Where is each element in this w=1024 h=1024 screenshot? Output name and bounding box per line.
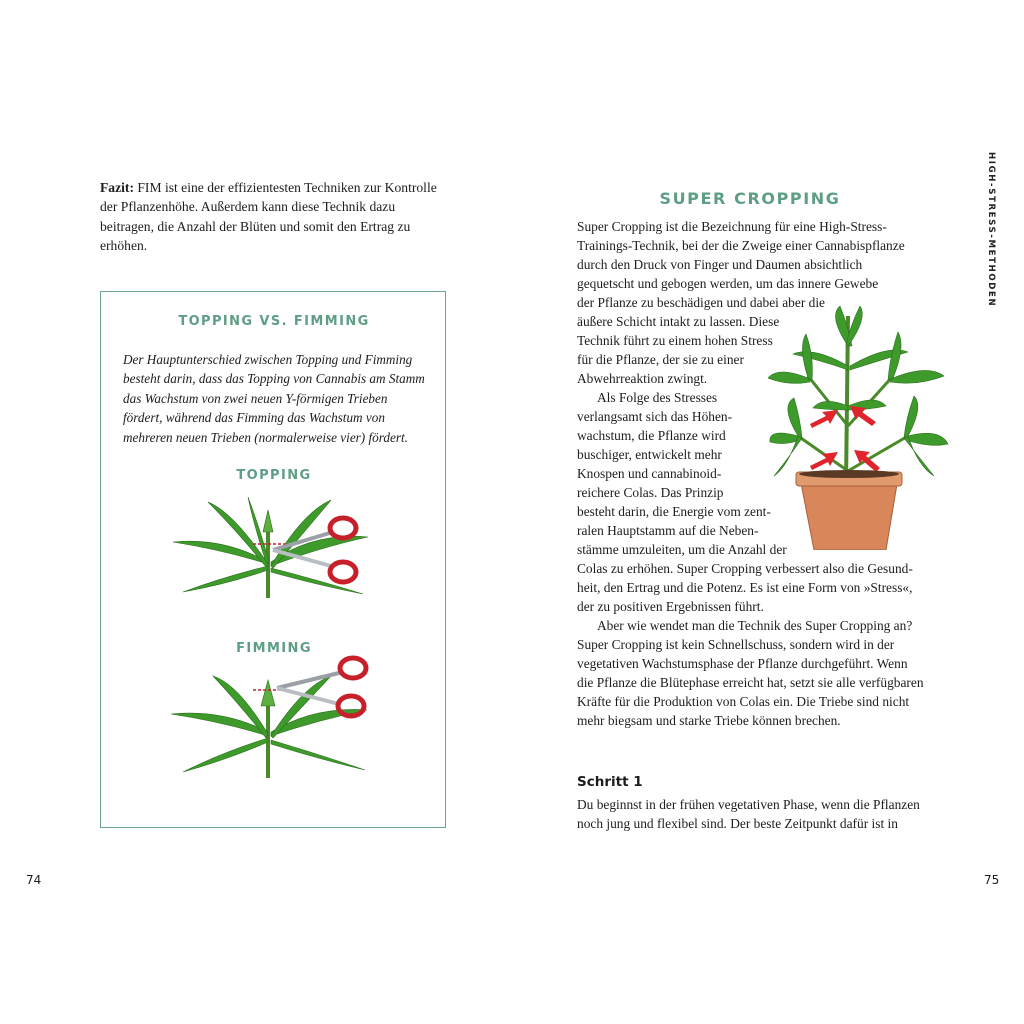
topping-illustration — [153, 492, 383, 598]
body-line: Colas zu erhöhen. Super Cropping verbessert also die Gesund- — [577, 561, 913, 576]
info-box-line: Der Hauptunterschied zwischen Topping und Fimming — [123, 352, 413, 367]
body-line: für die Pflanze, der sie zu einer — [577, 352, 744, 367]
fimming-label: FIMMING — [236, 641, 312, 656]
body-line: verlangsamt sich das Höhen- — [577, 409, 733, 424]
body-line: der zu positiven Ergebnissen führt. — [577, 599, 764, 614]
fazit-line: der Pflanzenhöhe. Außerdem kann diese Technik dazu — [100, 199, 396, 215]
info-box-title: TOPPING VS. FIMMING — [178, 314, 370, 329]
info-box-line: fördert, während das Fimming das Wachstum von — [123, 410, 385, 426]
body-line: besteht darin, die Energie vom zent- — [577, 504, 771, 519]
fazit-line: beitragen, die Anzahl der Blüten und somit den Ertrag zu — [100, 218, 411, 234]
body-line: Trainings-Technik, bei der die Zweige einer Cannabispflanze — [577, 238, 905, 253]
info-box-line: mehreren neuen Trieben (normalerweise vier) fördert. — [123, 429, 408, 445]
info-box-text — [123, 350, 429, 447]
step-title: Schritt 1 — [577, 774, 643, 790]
body-line: Kräfte für die Produktion von Colas ein. Die Triebe sind nicht — [577, 694, 910, 709]
step-line: Du beginnst in der frühen vegetativen Phase, wenn die Pflanzen — [577, 797, 920, 812]
body-line: Knospen und cannabinoid- — [577, 466, 722, 481]
fazit-line: FIM ist eine der effizientesten Techniken zur Kontrolle — [133, 180, 437, 195]
body-line: vegetativen Wachstumsphase der Pflanze durchgeführt. Wenn — [577, 656, 908, 671]
body-line: mehr biegsam und starke Triebe können brechen. — [577, 713, 841, 728]
super-cropping-plant-illustration — [768, 306, 950, 550]
body-line: Super Cropping ist kein Schnellschuss, sondern wird in der — [577, 637, 895, 652]
fazit-line: erhöhen. — [100, 237, 148, 253]
info-box-line: besteht darin, dass das Topping von Cannabis am Stamm — [123, 371, 425, 387]
cannabis-leaf-icon — [171, 676, 367, 778]
body-line: ralen Hauptstamm auf die Neben- — [577, 523, 759, 538]
body-line: stämme umzuleiten, um die Anzahl der — [577, 542, 787, 557]
body-line: Super Cropping ist die Bezeichnung für eine High-Stress- — [577, 219, 887, 234]
body-line: äußere Schicht intakt zu lassen. Diese — [577, 314, 780, 329]
body-line: wachstum, die Pflanze wird — [577, 428, 726, 443]
body-line: gequetscht und gebogen werden, um das innere Gewebe — [577, 276, 879, 291]
section-title: SUPER CROPPING — [659, 189, 841, 208]
flower-pot-icon — [796, 470, 902, 550]
chapter-sidebar — [982, 152, 998, 308]
topping-label: TOPPING — [236, 468, 312, 483]
step-line: noch jung und flexibel sind. Der beste Zeitpunkt dafür ist in — [577, 816, 898, 831]
body-line: reichere Colas. Das Prinzip — [577, 485, 724, 500]
body-line: der Pflanze zu beschädigen und dabei aber die — [577, 295, 825, 310]
page-number-right: 75 — [984, 873, 1000, 887]
info-box-topping-vs-fimming — [100, 291, 446, 828]
fimming-illustration — [153, 654, 383, 778]
body-line: Als Folge des Stresses — [597, 390, 718, 405]
chapter-sidebar-label: HIGH-STRESS-METHODEN — [986, 152, 996, 308]
fazit-paragraph — [100, 178, 450, 255]
body-line: Abwehrreaktion zwingt. — [577, 371, 708, 386]
body-line: Technik führt zu einem hohen Stress — [577, 333, 773, 348]
body-line: die Pflanze die Blütephase erreicht hat, setzt sie alle verfügbaren — [577, 675, 924, 690]
body-line: buschiger, entwickelt mehr — [577, 447, 722, 462]
body-line: Aber wie wendet man die Technik des Super Cropping an? — [597, 618, 913, 633]
info-box-line: das Wachstum von zwei neuen Y-förmigen Trieben — [123, 390, 388, 406]
fazit-label: Fazit: — [100, 180, 134, 195]
scissors-icon — [277, 658, 366, 716]
body-line: heit, den Ertrag und die Potenz. Es ist eine Form von »Stress«, — [577, 580, 913, 595]
body-line: durch den Druck von Finger und Daumen absichtlich — [577, 257, 863, 272]
page-number-left: 74 — [26, 873, 42, 887]
